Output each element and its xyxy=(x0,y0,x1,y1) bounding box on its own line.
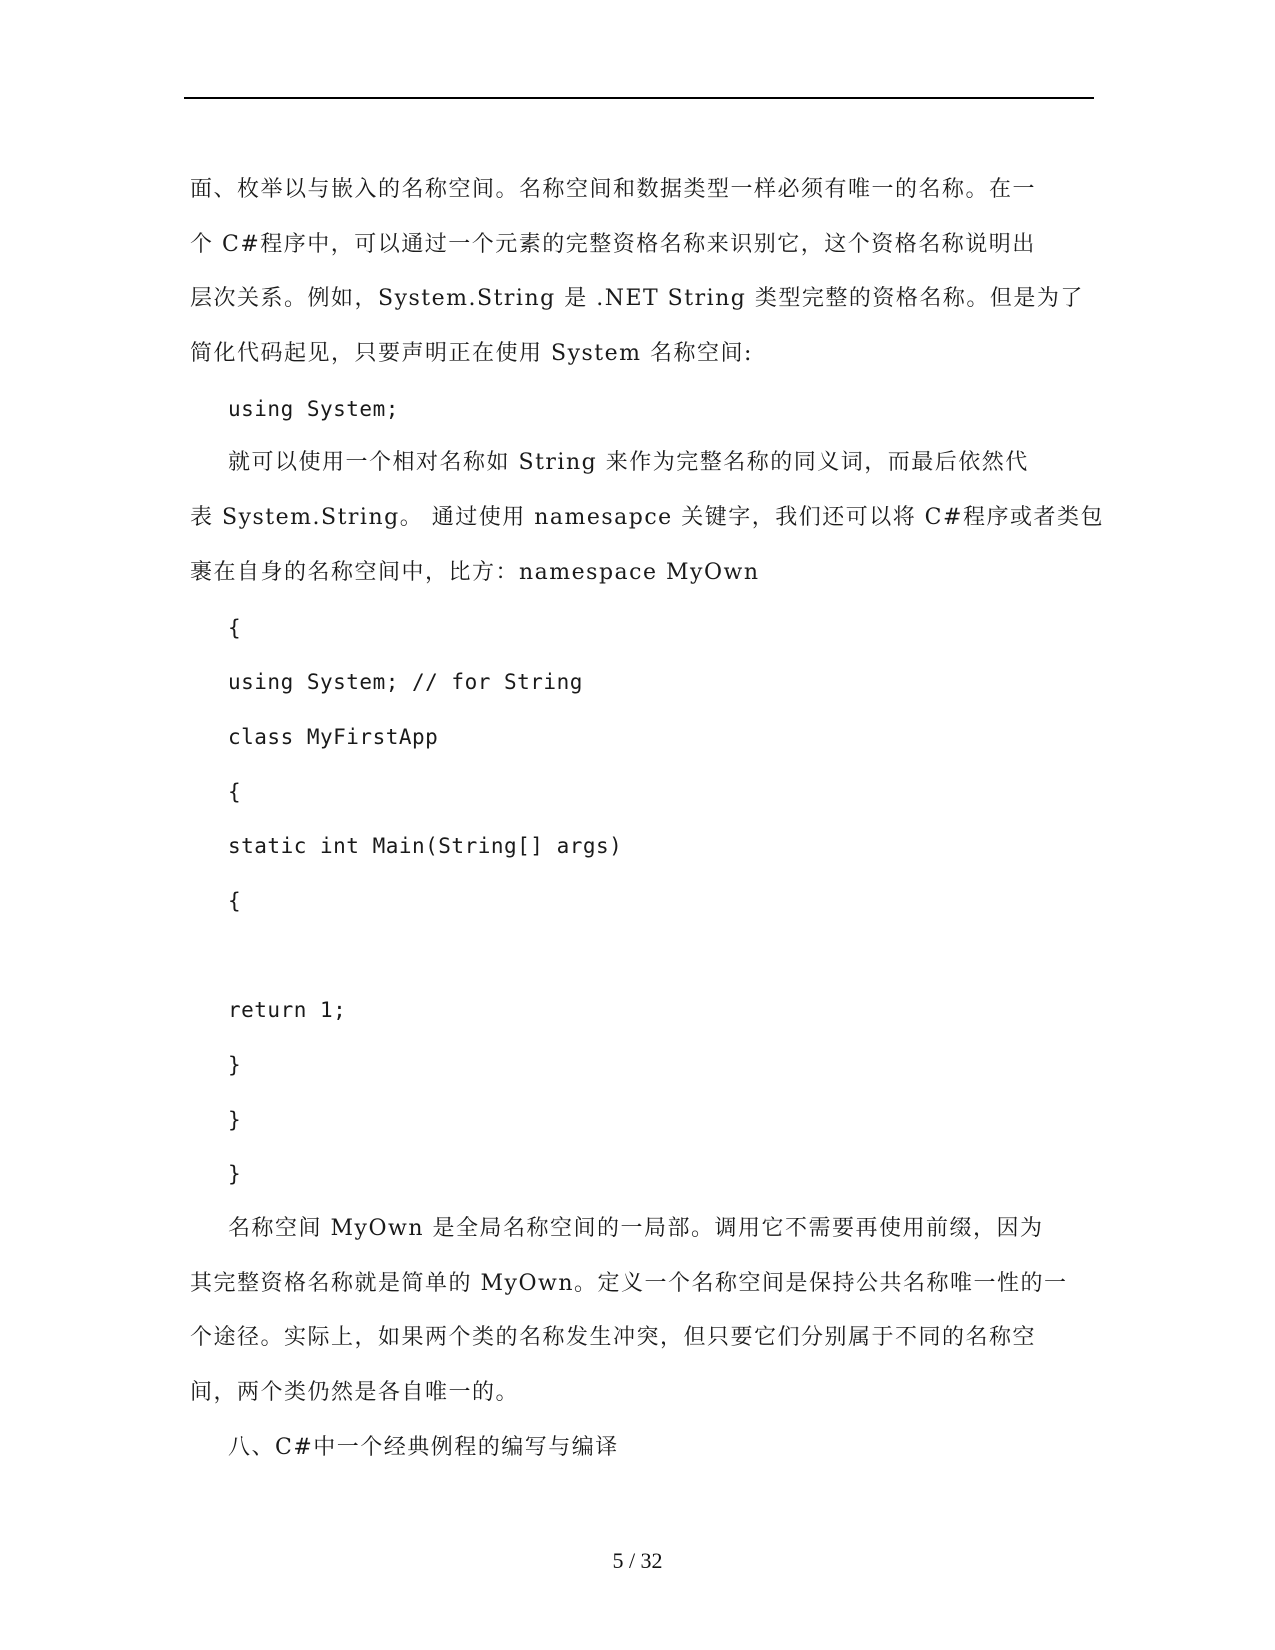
code-line: } xyxy=(228,1053,242,1077)
code-line: } xyxy=(228,1107,242,1132)
body-text-line: 简化代码起见，只要声明正在使用 System 名称空间: xyxy=(190,341,753,367)
code-line: using System; // for String xyxy=(228,670,583,695)
code-line: static int Main(String[] args) xyxy=(228,834,623,859)
page-body xyxy=(190,163,1104,1476)
section-heading: 八、C#中一个经典例程的编写与编译 xyxy=(228,1434,619,1460)
body-text-line: 名称空间 MyOwn 是全局名称空间的一局部。调用它不需要再使用前缀，因为 xyxy=(228,1216,1044,1242)
body-text-line: 个 C#程序中，可以通过一个元素的完整资格名称来识别它，这个资格名称说明出 xyxy=(190,231,1036,257)
code-line: } xyxy=(228,1162,242,1187)
code-line: using System; xyxy=(228,396,399,421)
body-text-line: 裹在自身的名称空间中，比方：namespace MyOwn xyxy=(190,559,760,585)
body-text-line: 表 System.String。 通过使用 namesapce 关键字，我们还可以将 C#程序或者类包 xyxy=(190,505,1104,531)
code-blank-line xyxy=(190,929,1096,984)
body-text-line: 就可以使用一个相对名称如 String 来作为完整名称的同义词，而最后依然代 xyxy=(228,450,1029,476)
body-text-line: 间，两个类仍然是各自唯一的。 xyxy=(190,1380,520,1406)
body-text-line: 其完整资格名称就是简单的 MyOwn。定义一个名称空间是保持公共名称唯一性的一 xyxy=(190,1270,1068,1296)
code-line: class MyFirstApp xyxy=(228,724,439,749)
code-line: { xyxy=(228,615,242,640)
page-number: 5 / 32 xyxy=(612,1548,663,1573)
body-text-line: 层次关系。例如，System.String 是 .NET String 类型完整的资格名称。但是为了 xyxy=(190,286,1084,312)
code-line: return 1; xyxy=(228,998,347,1023)
body-text-line: 面、枚举以与嵌入的名称空间。名称空间和数据类型一样必须有唯一的名称。在一 xyxy=(190,177,1037,202)
code-line: { xyxy=(228,888,242,913)
body-text-line: 个途径。实际上，如果两个类的名称发生冲突，但只要它们分别属于不同的名称空 xyxy=(190,1325,1037,1351)
header-rule xyxy=(184,97,1094,99)
code-line: { xyxy=(228,779,242,804)
